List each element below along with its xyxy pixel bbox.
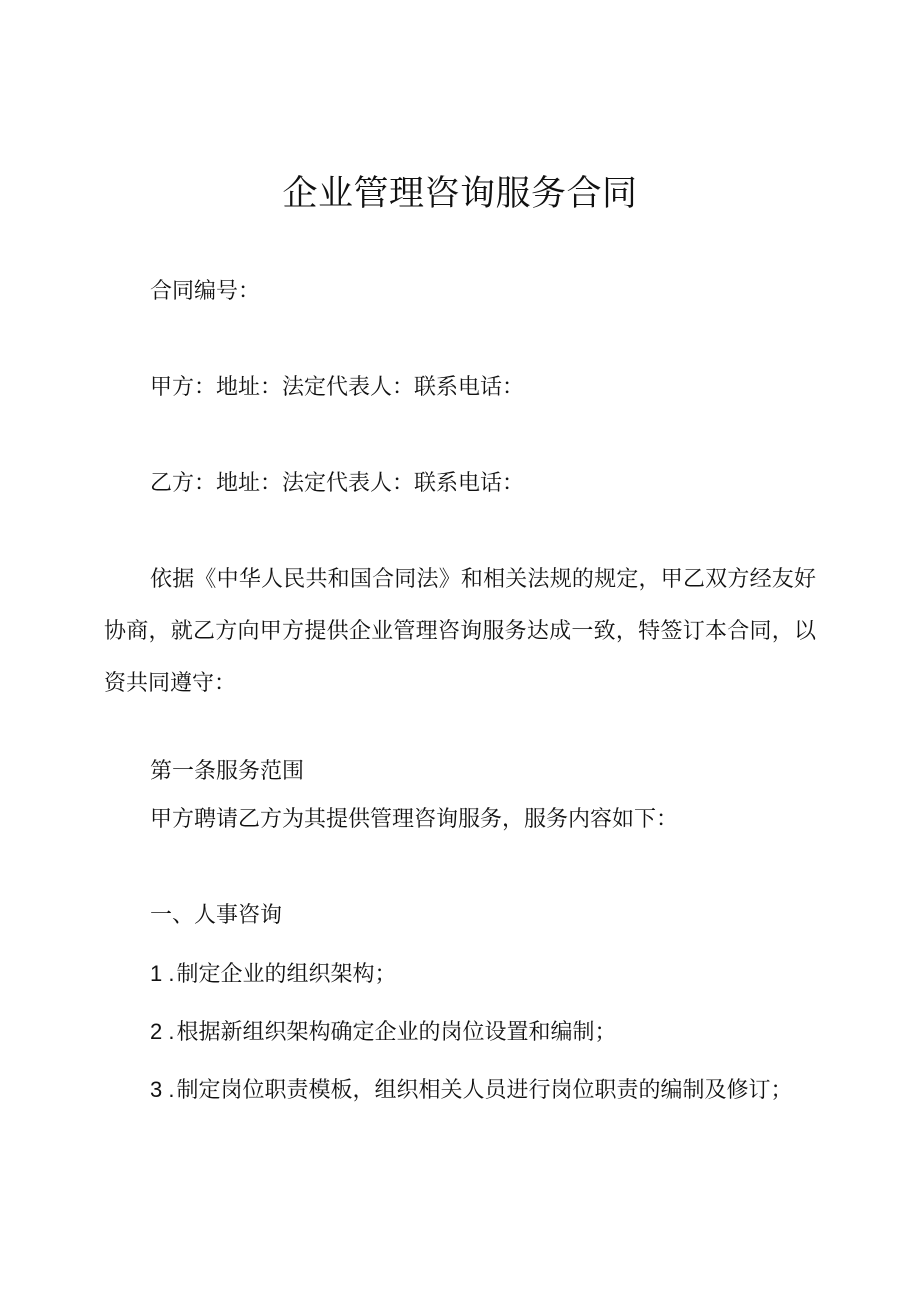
list-item-text: 根据新组织架构确定企业的岗位设置和编制；	[176, 1020, 617, 1045]
party-b-line: 乙方：地址：法定代表人：联系电话：	[150, 471, 525, 496]
list-item-number: 2 .	[150, 1019, 175, 1044]
section-1-heading: 一、人事咨询	[150, 903, 283, 928]
list-item	[150, 958, 396, 991]
contract-number-label: 合同编号：	[150, 279, 261, 304]
list-item-text: 制定岗位职责模板，组织相关人员进行岗位职责的编制及修订；	[176, 1078, 793, 1103]
preamble-paragraph: 依据《中华人民共和国合同法》和相关法规的规定，甲乙双方经友好协商，就乙方向甲方提供企业管理咨询服务达成一致，特签订本合同，以资共同遵守：	[104, 567, 816, 696]
list-item-number: 3 .	[150, 1077, 175, 1102]
list-item	[150, 1074, 792, 1107]
list-item	[150, 1016, 616, 1049]
article-1-intro: 甲方聘请乙方为其提供管理咨询服务，服务内容如下：	[150, 807, 679, 832]
document-title: 企业管理咨询服务合同	[282, 174, 638, 214]
list-item-number: 1 .	[150, 961, 175, 986]
party-a-line: 甲方：地址：法定代表人：联系电话：	[150, 375, 525, 400]
article-1-heading: 第一条服务范围	[150, 759, 305, 784]
list-item-text: 制定企业的组织架构；	[176, 962, 397, 987]
